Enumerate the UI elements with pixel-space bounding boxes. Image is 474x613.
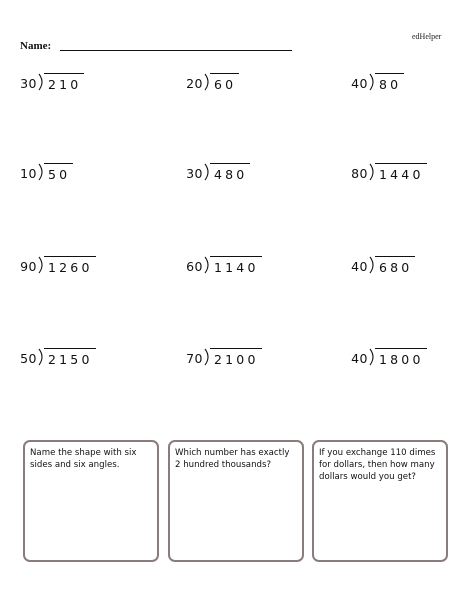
question-text: If you exchange 110 dimes for dollars, then how many dollars would you get? [319, 448, 436, 482]
divisor: 10 [20, 166, 37, 181]
dividend: 1260 [44, 256, 96, 279]
dividend: 1440 [375, 163, 427, 186]
dividend: 1140 [210, 256, 262, 279]
question-box-3 [312, 440, 448, 562]
divisor: 40 [351, 76, 368, 91]
dividend: 50 [44, 163, 73, 186]
brand-label: edHelper [412, 32, 442, 41]
divisor: 30 [186, 166, 203, 181]
dividend: 680 [375, 256, 415, 279]
dividend: 210 [44, 73, 84, 96]
divisor: 40 [351, 351, 368, 366]
dividend: 2100 [210, 348, 262, 371]
dividend: 60 [210, 73, 239, 96]
divisor: 80 [351, 166, 368, 181]
question-text: Which number has exactly 2 hundred thousands? [175, 448, 290, 470]
name-line [60, 50, 292, 51]
divisor: 60 [186, 259, 203, 274]
name-label: Name: [20, 40, 52, 52]
question-box-1 [23, 440, 159, 562]
divisor: 50 [20, 351, 37, 366]
dividend: 1800 [375, 348, 427, 371]
divisor: 70 [186, 351, 203, 366]
question-box-2 [168, 440, 304, 562]
divisor: 30 [20, 76, 37, 91]
dividend: 2150 [44, 348, 96, 371]
divisor: 40 [351, 259, 368, 274]
question-text: Name the shape with six sides and six angles. [30, 448, 137, 470]
divisor: 90 [20, 259, 37, 274]
dividend: 480 [210, 163, 250, 186]
divisor: 20 [186, 76, 203, 91]
dividend: 80 [375, 73, 404, 96]
